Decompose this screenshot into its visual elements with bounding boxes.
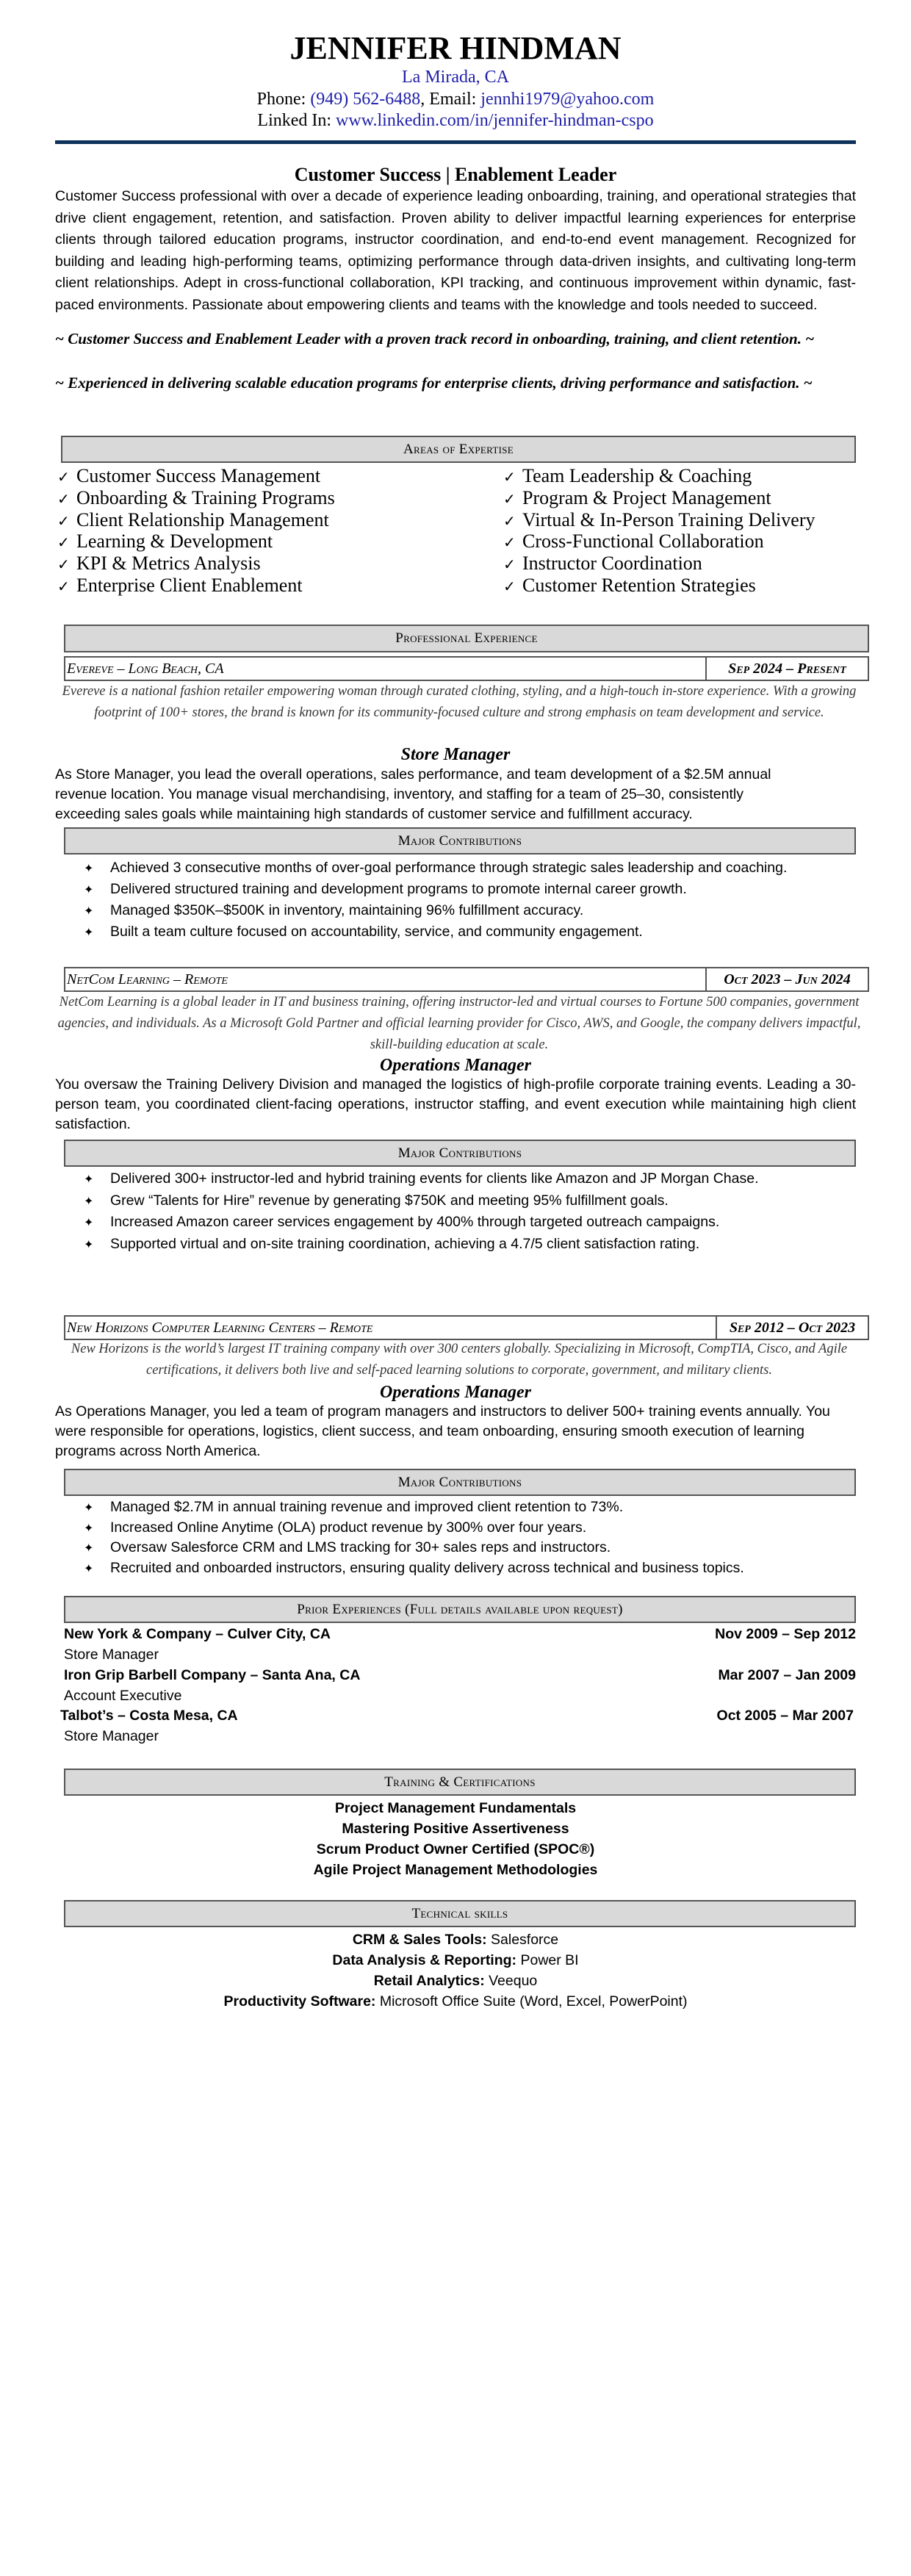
prior-role: Store Manager [64, 1647, 159, 1663]
expertise-label: Learning & Development [76, 530, 273, 553]
list-item [503, 575, 815, 597]
linkedin-line [0, 109, 911, 132]
skill-value: Microsoft Office Suite (Word, Excel, PowerPoint) [375, 1993, 688, 2010]
skill-item [0, 1950, 911, 1971]
prior-company: New York & Company – Culver City, CA [64, 1626, 331, 1642]
job-dates: Sep 2012 – Oct 2023 [729, 1319, 856, 1336]
expertise-label: Virtual & In-Person Training Delivery [522, 508, 815, 530]
list-item [84, 1518, 744, 1539]
job-header-row [64, 1315, 869, 1340]
list-item [57, 531, 335, 553]
expertise-label: Onboarding & Training Programs [76, 486, 335, 508]
certification-item: Agile Project Management Methodologies [313, 1862, 598, 1878]
list-item [84, 1212, 759, 1234]
location: La Mirada, CA [402, 68, 509, 87]
contribution-text: Delivered structured training and development programs to promote internal career growth. [110, 881, 687, 897]
list-item [503, 531, 815, 553]
contributions-list [84, 1497, 744, 1578]
skill-item [0, 1991, 911, 2012]
header-divider [55, 140, 856, 144]
skill-label: CRM & Sales Tools: [352, 1932, 487, 1948]
job-header-row [64, 967, 869, 992]
certification-item: Project Management Fundamentals [334, 1800, 577, 1816]
check-icon: ✓ [57, 468, 70, 486]
contribution-text: Built a team culture focused on accountability, service, and community engagement. [110, 924, 643, 940]
prior-dates: Mar 2007 – Jan 2009 [718, 1667, 856, 1683]
list-item [84, 1538, 744, 1558]
prior-role: Account Executive [64, 1688, 182, 1704]
contributions-list [84, 1168, 759, 1255]
list-item [84, 1190, 759, 1212]
contribution-text: Managed $350K–$500K in inventory, maintaining 96% fulfillment accuracy. [110, 902, 584, 918]
prior-dates: Oct 2005 – Mar 2007 [716, 1708, 854, 1724]
list-item [84, 1168, 759, 1190]
contribution-text: Oversaw Salesforce CRM and LMS tracking for 30+ sales reps and instructors. [110, 1539, 611, 1555]
check-icon: ✓ [503, 511, 516, 530]
prior-dates: Nov 2009 – Sep 2012 [715, 1626, 856, 1642]
four-point-star-icon: ✦ [84, 1561, 94, 1575]
four-point-star-icon: ✦ [84, 861, 94, 875]
skill-value: Veequo [484, 1973, 538, 1989]
list-item [57, 553, 335, 575]
company-description: Evereve is a national fashion retailer empowering woman through curated clothing, styling, and a high-touch in-store experience. With a growing footprint of 100+ stores, the brand is known for its community-focused culture and strong emphasis on team development and service. [62, 684, 857, 720]
list-item [84, 879, 787, 900]
check-icon: ✓ [57, 577, 70, 595]
four-point-star-icon: ✦ [84, 925, 94, 939]
tagline: ~ Experienced in delivering scalable education programs for enterprise clients, driving performance and satisfaction. ~ [55, 374, 813, 392]
section-header-contributions: Major Contributions [64, 827, 856, 855]
role-title: Store Manager [400, 745, 511, 764]
expertise-list-right [503, 466, 815, 597]
skill-value: Power BI [516, 1952, 579, 1968]
phone-link[interactable]: (949) 562-6488 [310, 90, 421, 109]
skill-label: Data Analysis & Reporting: [332, 1952, 517, 1968]
four-point-star-icon: ✦ [84, 1237, 94, 1251]
skill-label: Productivity Software: [223, 1993, 376, 2010]
tagline: ~ Customer Success and Enablement Leader with a proven track record in onboarding, training, and client retention. ~ [55, 330, 815, 348]
phone-label: Phone: [256, 90, 311, 109]
four-point-star-icon: ✦ [84, 1172, 94, 1186]
summary-paragraph: Customer Success professional with over a decade of experience leading onboarding, training, and operational strategies that drive client engagement, retention, and satisfaction. Proven ability to deliver impactful learning experiences for enterprise clients through tailored education programs, instructor coordination, and end-to-end event management. Recognized for building and leading high-performing teams, optimizing performance through data-driven insights, and cultivating long-term client relationships. Adept in cross-functional collaboration, KPI tracking, and continuous improvement within dynamic, fast-paced environments. Passionate about empowering clients and teams with the knowledge and tools needed to succeed. [55, 188, 856, 313]
check-icon: ✓ [503, 533, 516, 552]
job-company: NetCom Learning – Remote [65, 968, 707, 990]
contribution-text: Delivered 300+ instructor-led and hybrid training events for clients like Amazon and JP Morgan Chase. [110, 1170, 759, 1187]
list-item [57, 575, 335, 597]
expertise-label: Customer Success Management [76, 465, 321, 486]
company-description: NetCom Learning is a global leader in IT and business training, offering instructor-led and virtual courses to Fortune 500 companies, government agencies, and individuals. As a Microsoft Gold Partner and official learning provider for Cisco, AWS, and Google, the company delivers impactful, skill-building education at scale. [57, 995, 861, 1052]
prior-job-row [60, 1706, 854, 1726]
check-icon: ✓ [57, 533, 70, 552]
section-header-certifications: Training & Certifications [64, 1769, 856, 1796]
role-description: As Store Manager, you lead the overall operations, sales performance, and team development of a $2.5M annual revenue location. You manage visual merchandising, inventory, and staffing for a team of 25–30, consistently exceeding sales goals while maintaining high standards of customer service and fulfillment accuracy. [55, 766, 771, 822]
role-title: Operations Manager [379, 1383, 532, 1402]
section-header-expertise: Areas of Expertise [61, 436, 856, 463]
contribution-text: Recruited and onboarded instructors, ensuring quality delivery across technical and business topics. [110, 1559, 744, 1576]
check-icon: ✓ [57, 555, 70, 574]
contribution-text: Increased Amazon career services engagement by 400% through targeted outreach campaigns. [110, 1214, 720, 1230]
list-item [84, 900, 787, 921]
email-label: , Email: [420, 90, 481, 109]
linkedin-link[interactable]: www.linkedin.com/in/jennifer-hindman-cspo [336, 111, 654, 130]
job-header-row [64, 656, 869, 681]
four-point-star-icon: ✦ [84, 1193, 94, 1208]
contribution-text: Supported virtual and on-site training coordination, achieving a 4.7/5 client satisfaction rating. [110, 1235, 700, 1252]
contribution-text: Achieved 3 consecutive months of over-goal performance through strategic sales leadership and coaching. [110, 860, 788, 876]
four-point-star-icon: ✦ [84, 1520, 94, 1535]
prior-company: Talbot’s – Costa Mesa, CA [60, 1708, 238, 1724]
list-item [84, 1497, 744, 1518]
section-header-contributions: Major Contributions [64, 1469, 856, 1496]
check-icon: ✓ [503, 489, 516, 508]
section-header-skills: Technical skills [64, 1900, 856, 1927]
skill-item [0, 1929, 911, 1950]
role-title: Operations Manager [379, 1056, 532, 1075]
list-item [57, 488, 335, 510]
email-link[interactable]: jennhi1979@yahoo.com [480, 90, 655, 109]
skill-value: Salesforce [486, 1932, 559, 1948]
check-icon: ✓ [503, 468, 516, 486]
four-point-star-icon: ✦ [84, 1500, 94, 1514]
candidate-name: JENNIFER HINDMAN [289, 30, 622, 66]
expertise-label: Instructor Coordination [522, 553, 702, 575]
four-point-star-icon: ✦ [84, 1541, 94, 1555]
list-item [503, 510, 815, 532]
expertise-label: Client Relationship Management [76, 508, 329, 530]
job-company: Evereve – Long Beach, CA [65, 658, 707, 680]
job-dates: Sep 2024 – Present [728, 660, 846, 677]
contribution-text: Increased Online Anytime (OLA) product revenue by 300% over four years. [110, 1519, 587, 1536]
expertise-label: Team Leadership & Coaching [522, 465, 752, 486]
linkedin-label: Linked In: [257, 111, 336, 130]
section-header-prior: Prior Experiences (Full details available upon request) [64, 1596, 856, 1623]
section-header-experience: Professional Experience [64, 625, 869, 652]
list-item [503, 466, 815, 488]
contributions-list [84, 857, 787, 943]
expertise-label: KPI & Metrics Analysis [76, 553, 261, 575]
expertise-list-left [57, 466, 335, 597]
expertise-label: Customer Retention Strategies [522, 574, 756, 596]
list-item [503, 488, 815, 510]
headline: Customer Success | Enablement Leader [294, 164, 617, 185]
list-item [84, 857, 787, 879]
expertise-label: Cross-Functional Collaboration [522, 530, 764, 553]
list-item [84, 1558, 744, 1579]
check-icon: ✓ [57, 489, 70, 508]
four-point-star-icon: ✦ [84, 882, 94, 896]
expertise-label: Program & Project Management [522, 486, 771, 508]
section-header-contributions: Major Contributions [64, 1140, 856, 1167]
check-icon: ✓ [503, 577, 516, 595]
list-item [57, 466, 335, 488]
list-item [84, 921, 787, 943]
company-description: New Horizons is the world’s largest IT training company with over 300 centers globally. Specializing in Microsoft, CompTIA, Cisco, and Agile certifications, it delivers both live and self-paced learning solutions to corporate, government, and military clients. [71, 1342, 848, 1378]
contact-line [0, 88, 911, 110]
job-company: New Horizons Computer Learning Centers – Remote [65, 1317, 717, 1339]
contribution-text: Grew “Talents for Hire” revenue by generating $750K and meeting 95% fulfillment goals. [110, 1192, 669, 1209]
list-item [84, 1234, 759, 1256]
check-icon: ✓ [57, 511, 70, 530]
check-icon: ✓ [503, 555, 516, 574]
role-description: As Operations Manager, you led a team of program managers and instructors to deliver 500+ training events annually. You were responsible for operations, logistics, client success, and team onboarding, ensuring smooth execution of learning programs across North America. [55, 1403, 830, 1459]
prior-company: Iron Grip Barbell Company – Santa Ana, CA [64, 1667, 361, 1683]
list-item [503, 553, 815, 575]
certification-item: Scrum Product Owner Certified (SPOC®) [316, 1841, 595, 1857]
contribution-text: Managed $2.7M in annual training revenue and improved client retention to 73%. [110, 1499, 624, 1515]
prior-role: Store Manager [64, 1728, 159, 1744]
job-dates: Oct 2023 – Jun 2024 [724, 971, 851, 987]
role-description: You oversaw the Training Delivery Division and managed the logistics of high-profile corporate training events. Leading a 30-person team, you coordinated client-facing operations, instructor staffing, and event execution while maintaining high client satisfaction. [55, 1076, 856, 1132]
four-point-star-icon: ✦ [84, 1215, 94, 1229]
skill-label: Retail Analytics: [373, 1973, 485, 1989]
list-item [57, 510, 335, 532]
four-point-star-icon: ✦ [84, 904, 94, 918]
prior-job-row [64, 1625, 856, 1644]
prior-job-row [64, 1666, 856, 1685]
expertise-label: Enterprise Client Enablement [76, 574, 303, 596]
skill-item [0, 1971, 911, 1991]
certification-item: Mastering Positive Assertiveness [342, 1821, 569, 1837]
